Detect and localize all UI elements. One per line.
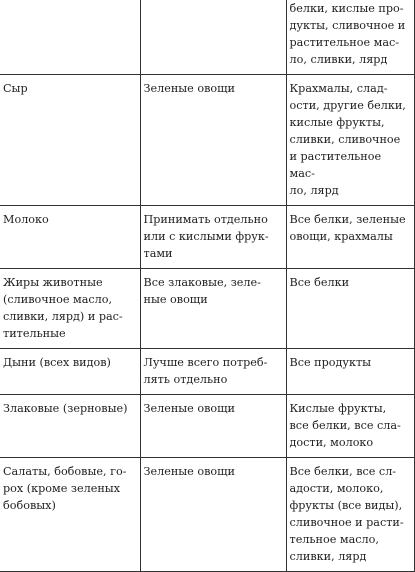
- good-combination-cell: Принимать отдельно или с кислыми фрук- тами: [140, 206, 286, 269]
- product-cell: Салаты, бобовые, го- рох (кроме зеленых бобовых): [0, 458, 140, 572]
- bad-combination-cell: Все белки, зеленые овощи, крахмалы: [286, 206, 414, 269]
- bad-combination-cell: Все белки, все сл- адости, молоко, фрукты (все виды), сливочное и расти- тельное масло, сливки, лярд: [286, 458, 414, 572]
- table-row: [0, 0, 414, 75]
- table-row: [0, 458, 414, 572]
- bad-combination-cell: Крахмалы, слад- ости, другие белки, кислые фрукты, сливки, сливочное и растительное мас- ло, лярд: [286, 75, 414, 206]
- good-combination-cell: Зеленые овощи: [140, 75, 286, 206]
- bad-combination-cell: Все белки: [286, 269, 414, 349]
- product-cell: Сыр: [0, 75, 140, 206]
- table-row: [0, 75, 414, 206]
- bad-combination-cell: белки, кислые про- дукты, сливочное и растительное мас- ло, сливки, лярд: [286, 0, 414, 75]
- good-combination-cell: Все злаковые, зеле- ные овощи: [140, 269, 286, 349]
- table-row: [0, 349, 414, 395]
- bad-combination-cell: Кислые фрукты, все белки, все сла- дости, молоко: [286, 395, 414, 458]
- table-row: [0, 269, 414, 349]
- good-combination-cell: Зеленые овощи: [140, 395, 286, 458]
- product-cell: [0, 0, 140, 75]
- product-cell: Дыни (всех видов): [0, 349, 140, 395]
- product-cell: Молоко: [0, 206, 140, 269]
- good-combination-cell: Лучше всего потреб- лять отдельно: [140, 349, 286, 395]
- table-row: [0, 206, 414, 269]
- bad-combination-cell: Все продукты: [286, 349, 414, 395]
- product-cell: Злаковые (зерновые): [0, 395, 140, 458]
- good-combination-cell: [140, 0, 286, 75]
- table-row: [0, 395, 414, 458]
- good-combination-cell: Зеленые овощи: [140, 458, 286, 572]
- product-cell: Жиры животные (сливочное масло, сливки, лярд) и рас- тительные: [0, 269, 140, 349]
